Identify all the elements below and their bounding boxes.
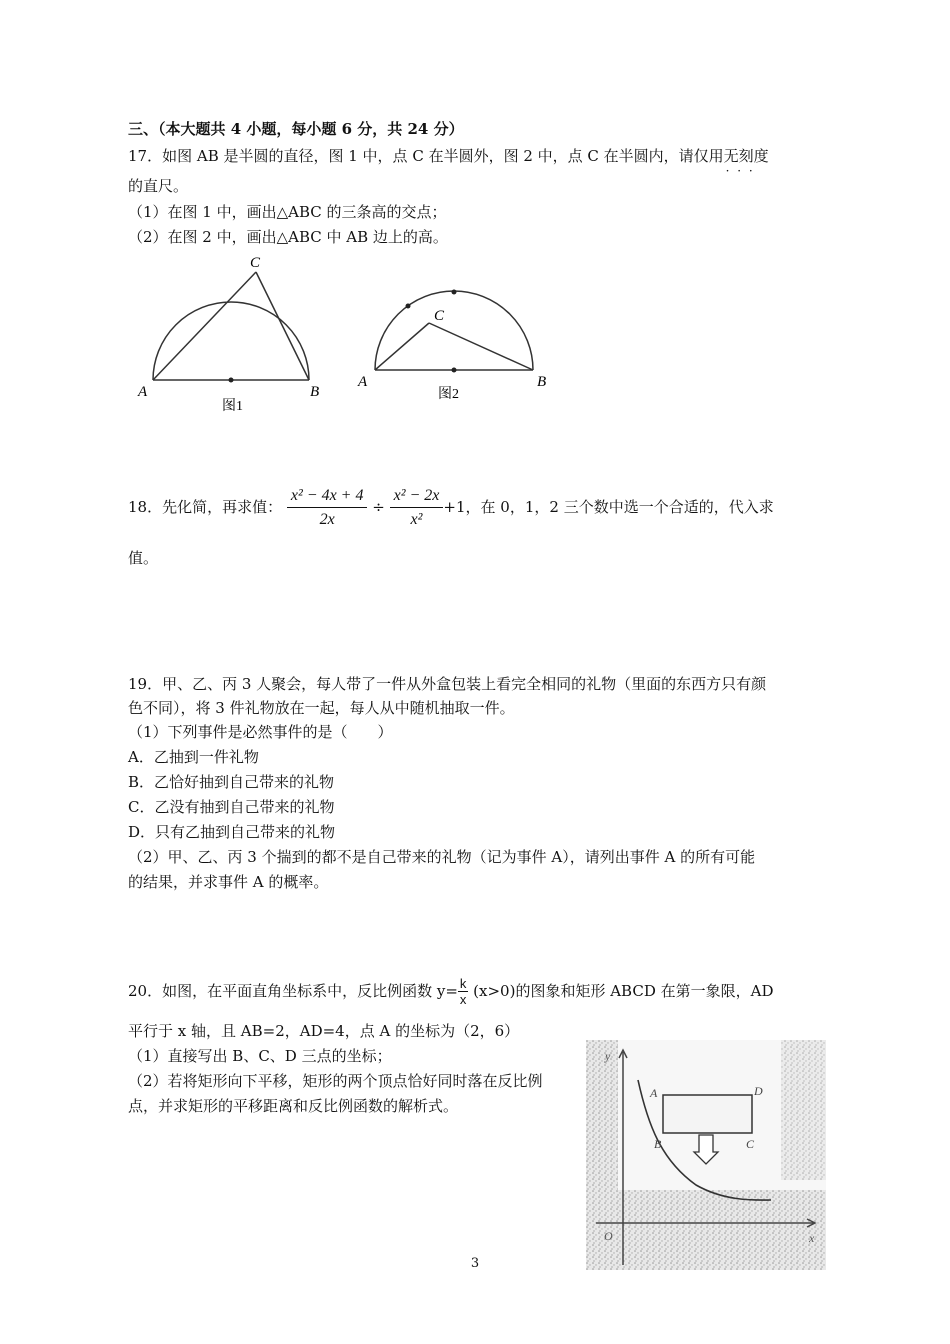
q19-option-c: C．乙没有抽到自己带来的礼物 [128, 798, 335, 816]
q19-option-b: B．乙恰好抽到自己带来的礼物 [128, 773, 335, 791]
q20-frac-numerator: k [459, 976, 467, 991]
q20-part2-line1: （2）若将矩形向下平移，矩形的两个顶点恰好同时落在反比例 [128, 1072, 543, 1090]
fig2-caption: 图2 [438, 387, 459, 402]
q20-graph [586, 1040, 826, 1270]
q19-line1: 19．甲、乙、丙 3 人聚会，每人带了一件从外盒包装上看完全相同的礼物（里面的东西方只有颜 [128, 675, 767, 693]
q20-fraction [458, 977, 469, 1007]
fig1-label-b: B [310, 384, 320, 400]
q18-divide: ÷ [372, 498, 385, 516]
q19-option-a: A．乙抽到一件礼物 [128, 748, 259, 766]
fig2-arc-point [406, 304, 411, 309]
q20-frac-denominator: x [459, 992, 467, 1007]
q19-part2-line2: 的结果，并求事件 A 的概率。 [128, 873, 329, 891]
fig1-label-c: C [250, 255, 261, 271]
page-number: 3 [470, 1256, 480, 1271]
q19-option-d: D．只有乙抽到自己带来的礼物 [128, 823, 336, 841]
fig2-side-ac [375, 323, 429, 370]
fig2-semicircle [375, 291, 533, 370]
q17-line2: 的直尺。 [128, 177, 189, 195]
q18-frac2-denominator: x² [410, 510, 423, 528]
fig2-label-b: B [537, 374, 547, 390]
q17-line1 [128, 146, 769, 166]
q18-frac1-numerator: x² − 4x + 4 [287, 485, 368, 508]
q17-part2: （2）在图 2 中，画出△ABC 中 AB 边上的高。 [128, 228, 448, 246]
q20-pre: 20．如图，在平面直角坐标系中，反比例函数 y= [128, 982, 458, 1000]
q18-fraction-2 [390, 485, 444, 532]
fig2-center-point [452, 368, 457, 373]
q18-line2: 值。 [128, 549, 159, 567]
q18-line1 [128, 482, 774, 532]
graph-rectangle [663, 1095, 752, 1133]
q17-part1: （1）在图 1 中，画出△ABC 的三条高的交点； [128, 203, 447, 221]
q18-frac1-denominator: 2x [319, 510, 335, 528]
q19-part1: （1）下列事件是必然事件的是（ ） [128, 723, 393, 741]
figure-2 [352, 280, 557, 410]
q20-line2: 平行于 x 轴，且 AB=2，AD=4，点 A 的坐标为（2，6） [128, 1022, 520, 1040]
graph-label-d: D [754, 1084, 763, 1098]
section-heading: 三、（本大题共 4 小题，每小题 6 分，共 24 分） [128, 120, 464, 138]
fig2-label-a: A [358, 374, 368, 390]
q20-part2-line2: 点，并求矩形的平移距离和反比例函数的解析式。 [128, 1097, 459, 1115]
q20-part1: （1）直接写出 B、C、D 三点的坐标； [128, 1047, 392, 1065]
q17-emphasis: 无刻度 · · · [724, 147, 769, 165]
graph-noise-right [781, 1040, 826, 1180]
fig2-side-bc [429, 323, 533, 370]
fig1-label-a: A [138, 384, 148, 400]
figure-1 [128, 250, 343, 420]
fig1-caption: 图1 [222, 399, 243, 414]
graph-label-b: B [654, 1137, 662, 1151]
fig1-center-point [229, 378, 234, 383]
q18-pre: 18．先化简，再求值： [128, 498, 283, 516]
q18-fraction-1 [287, 485, 368, 532]
fig2-label-c: C [434, 308, 445, 324]
fig1-semicircle [153, 302, 309, 380]
q18-plus-one: +1 [443, 498, 466, 516]
q17-text: 17．如图 AB 是半圆的直径，图 1 中，点 C 在半圆外，图 2 中，点 C 在半圆内，请仅用 [128, 147, 724, 165]
fig1-side-ac [153, 272, 256, 380]
graph-label-x: x [809, 1231, 815, 1245]
q19-line2: 色不同），将 3 件礼物放在一起，每人从中随机抽取一件。 [128, 699, 515, 717]
graph-label-y: y [605, 1049, 611, 1063]
q19-part2-line1: （2）甲、乙、丙 3 个揣到的都不是自己带来的礼物（记为事件 A），请列出事件 A 的所有可能 [128, 848, 756, 866]
graph-label-a: A [650, 1086, 658, 1100]
q20-line1 [128, 974, 773, 1008]
q20-post: (x>0)的图象和矩形 ABCD 在第一象限，AD [468, 982, 774, 1000]
fig1-side-bc [256, 272, 309, 380]
q18-post: ，在 0，1，2 三个数中选一个合适的，代入求 [465, 498, 774, 516]
graph-label-c: C [746, 1137, 755, 1151]
fig2-top-point [452, 290, 457, 295]
q18-frac2-numerator: x² − 2x [390, 485, 444, 508]
graph-label-o: O [604, 1229, 613, 1243]
